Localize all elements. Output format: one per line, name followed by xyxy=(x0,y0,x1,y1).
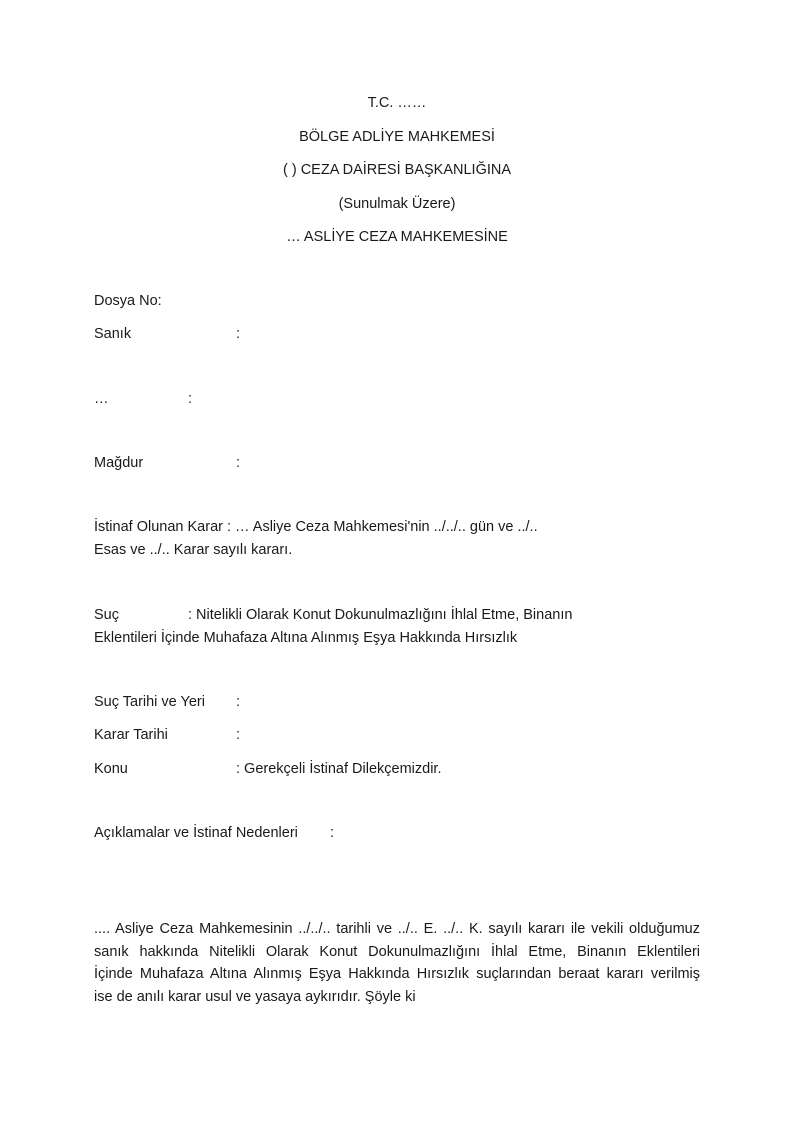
body-line-4: ise de anılı karar usul ve yasaya aykırıdır. Şöyle ki xyxy=(94,988,416,1005)
header-first-instance-court: … ASLİYE CEZA MAHKEMESİNE xyxy=(286,229,508,245)
field-sanik-label: Sanık xyxy=(94,326,132,342)
field-suc-line2: Eklentileri İçinde Muhafaza Altına Alınmış Eşya Hakkında Hırsızlık xyxy=(94,630,518,646)
body-line-1: .... Asliye Ceza Mahkemesinin ../../.. tarihli ve ../.. E. ../.. K. sayılı kararı ile vekili olduğumuz xyxy=(94,921,700,937)
field-sanik-colon: : xyxy=(236,326,241,342)
header-court: BÖLGE ADLİYE MAHKEMESİ xyxy=(299,129,495,145)
field-suc-tarihi-colon: : xyxy=(236,694,241,710)
field-magdur-colon: : xyxy=(236,455,241,471)
body-paragraph xyxy=(94,918,700,1008)
field-konu-value: : Gerekçeli İstinaf Dilekçemizdir. xyxy=(236,761,442,777)
header-tc: T.C. …… xyxy=(367,95,427,111)
field-istinaf-karar-line1: İstinaf Olunan Karar : … Asliye Ceza Mahkemesi'nin ../../.. gün ve ../.. xyxy=(94,519,538,535)
body-line-3: İçinde Muhafaza Altına Alınmış Eşya Hakkında Hırsızlık suçlarından beraat kararı verilmiş xyxy=(94,966,700,982)
field-istinaf-karar-line2: Esas ve ../.. Karar sayılı kararı. xyxy=(94,542,293,558)
field-aciklamalar-colon: : xyxy=(330,825,335,841)
field-aciklamalar-label: Açıklamalar ve İstinaf Nedenleri xyxy=(94,825,298,841)
field-karar-tarihi-colon: : xyxy=(236,727,241,743)
field-magdur-label: Mağdur xyxy=(94,455,144,471)
field-other-label: … xyxy=(94,391,109,407)
field-konu-label: Konu xyxy=(94,761,128,777)
field-suc-tarihi-label: Suç Tarihi ve Yeri xyxy=(94,694,205,710)
field-suc-value: : Nitelikli Olarak Konut Dokunulmazlığını İhlal Etme, Binanın xyxy=(188,607,573,623)
field-suc-label: Suç xyxy=(94,607,119,623)
body-line-2: sanık hakkında Nitelikli Olarak Konut Dokunulmazlığını İhlal Etme, Binanın Eklentileri xyxy=(94,943,700,960)
header-submission-note: (Sunulmak Üzere) xyxy=(338,196,456,212)
field-dosya-no xyxy=(94,293,162,309)
field-other-colon: : xyxy=(188,391,193,407)
dosya-no-label: Dosya No: xyxy=(94,293,162,309)
header-chamber: ( ) CEZA DAİRESİ BAŞKANLIĞINA xyxy=(282,162,512,178)
field-karar-tarihi-label: Karar Tarihi xyxy=(94,727,168,743)
